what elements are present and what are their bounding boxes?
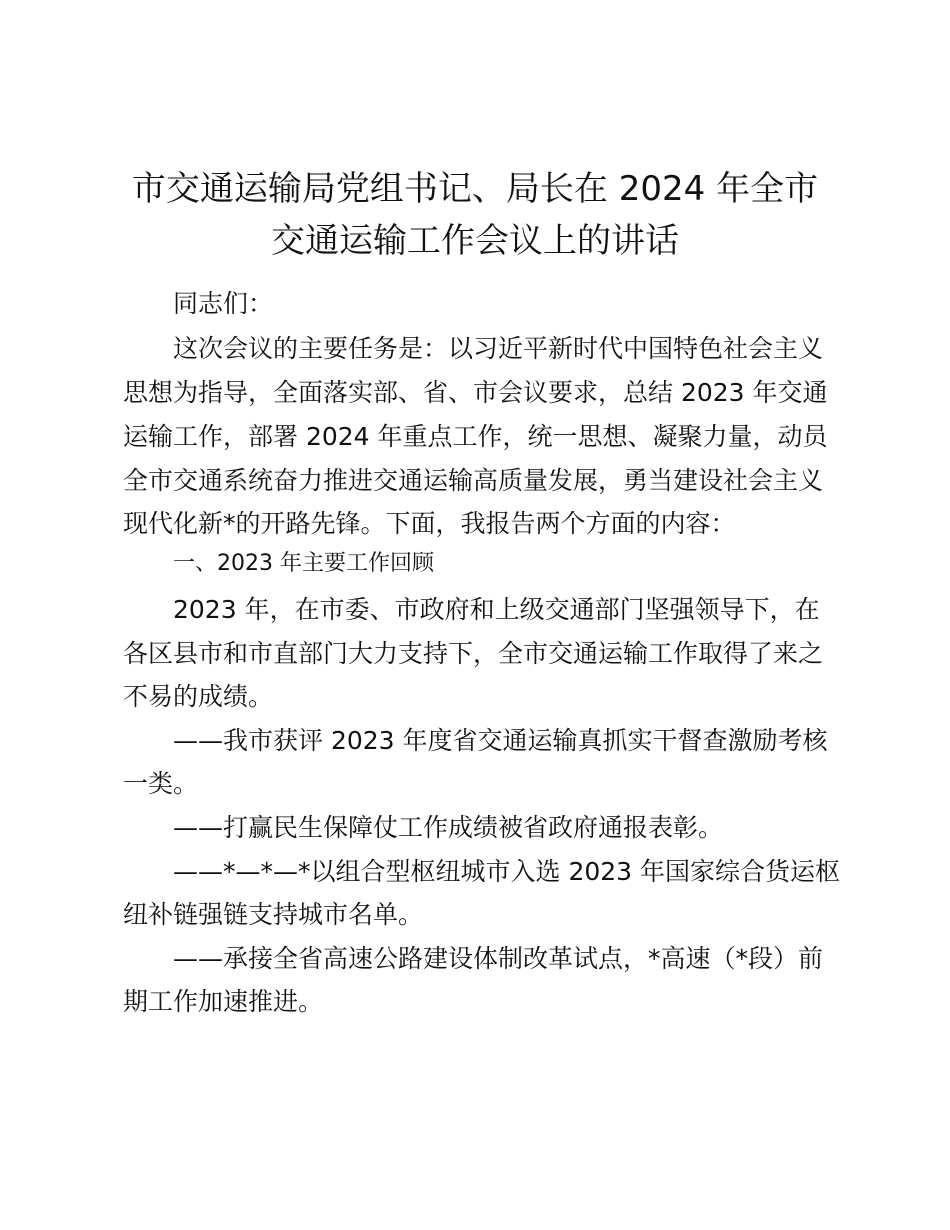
paragraph-line: 2023 年，在市委、市政府和上级交通部门坚强领导下，在 bbox=[173, 595, 820, 624]
list-item-line: ——*—*—*以组合型枢纽城市入选 2023 年国家综合货运枢 bbox=[173, 857, 841, 886]
document-title-line-1: 市交通运输局党组书记、局长在 2024 年全市 bbox=[131, 169, 819, 209]
paragraph-line: 全市交通系统奋力推进交通运输高质量发展，勇当建设社会主义 bbox=[123, 466, 824, 495]
list-item-line: 期工作加速推进。 bbox=[123, 987, 324, 1016]
paragraph-line: 不易的成绩。 bbox=[123, 682, 274, 711]
list-item-line: ——我市获评 2023 年度省交通运输真抓实干督查激励考核 bbox=[173, 726, 828, 755]
paragraph-line: 这次会议的主要任务是：以习近平新时代中国特色社会主义 bbox=[173, 334, 824, 363]
paragraph-line: 各区县市和市直部门大力支持下，全市交通运输工作取得了来之 bbox=[123, 639, 824, 668]
list-item-line: 一类。 bbox=[123, 769, 199, 798]
list-item-line: 纽补链强链支持城市名单。 bbox=[123, 900, 424, 929]
section-heading: 一、2023 年主要工作回顾 bbox=[173, 551, 434, 576]
paragraph-line: 思想为指导，全面落实部、省、市会议要求，总结 2023 年交通 bbox=[123, 378, 828, 407]
document-title-line-2: 交通运输工作会议上的讲话 bbox=[271, 221, 679, 261]
paragraph-line: 运输工作，部署 2024 年重点工作，统一思想、凝聚力量，动员 bbox=[123, 422, 828, 451]
salutation: 同志们： bbox=[173, 289, 274, 318]
list-item-line: ——打赢民生保障仗工作成绩被省政府通报表彰。 bbox=[173, 813, 724, 842]
list-item-line: ——承接全省高速公路建设体制改革试点，*高速（*段）前 bbox=[173, 944, 824, 973]
paragraph-line: 现代化新*的开路先锋。下面，我报告两个方面的内容： bbox=[123, 509, 736, 538]
